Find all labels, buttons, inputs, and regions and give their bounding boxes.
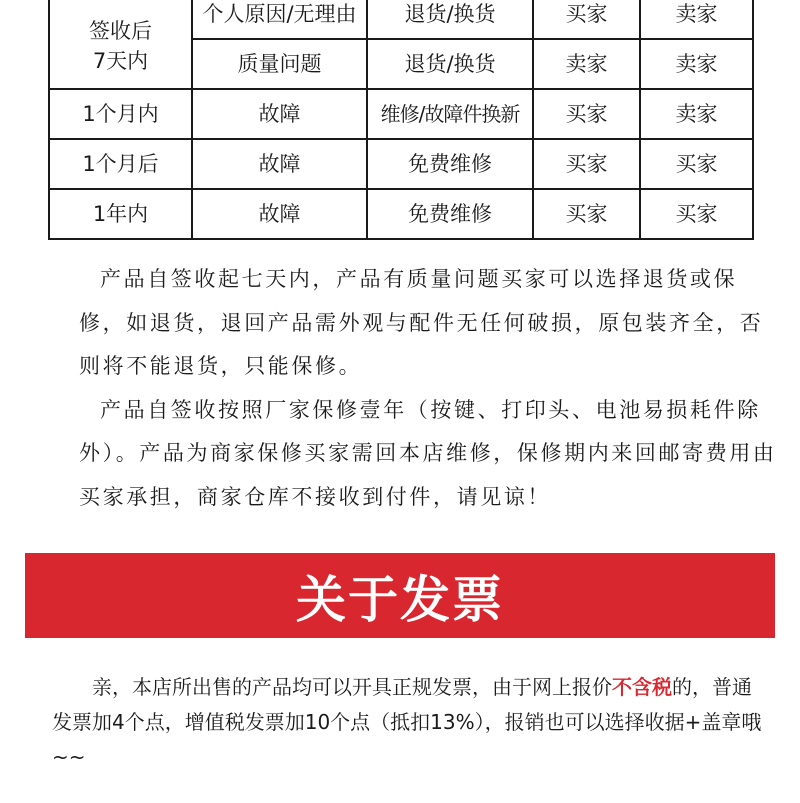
invoice-text	[52, 670, 762, 775]
period-cell: 1个月后	[49, 139, 192, 189]
ship-to-cell: 买家	[533, 189, 640, 239]
tax-excluded-highlight: 不含税	[612, 675, 672, 699]
service-cell: 免费维修	[367, 139, 533, 189]
table-row	[49, 189, 753, 239]
service-cell: 退货/换货	[367, 0, 533, 39]
problem-cell: 故障	[192, 139, 367, 189]
after-sales-table	[48, 0, 754, 240]
ship-to-cell: 买家	[533, 0, 640, 39]
ship-back-cell: 买家	[640, 189, 753, 239]
service-cell: 免费维修	[367, 189, 533, 239]
ship-to-cell: 卖家	[533, 39, 640, 89]
period-cell: 1年内	[49, 189, 192, 239]
banner-title: 关于发票	[296, 570, 504, 629]
problem-cell: 个人原因/无理由	[192, 0, 367, 39]
problem-cell: 故障	[192, 189, 367, 239]
invoice-text-before: 亲，本店所出售的产品均可以开具正规发票，由于网上报价	[92, 675, 612, 699]
policy-paragraph: 产品自签收起七天内，产品有质量问题买家可以选择退货或保修，如退货，退回产品需外观与配件无任何破损，原包装齐全，否则将不能退货，只能保修。	[79, 267, 764, 379]
ship-to-cell: 买家	[533, 139, 640, 189]
ship-back-cell: 卖家	[640, 39, 753, 89]
problem-cell: 故障	[192, 89, 367, 139]
period-cell	[49, 0, 192, 89]
period-text: 签收后 7天内	[89, 19, 152, 73]
return-policy-text	[79, 258, 779, 520]
service-cell: 维修/故障件换新	[367, 89, 533, 139]
ship-back-cell: 买家	[640, 139, 753, 189]
problem-cell: 质量问题	[192, 39, 367, 89]
ship-back-cell: 卖家	[640, 0, 753, 39]
ship-to-cell: 买家	[533, 89, 640, 139]
table-row	[49, 89, 753, 139]
service-cell: 退货/换货	[367, 39, 533, 89]
ship-back-cell: 卖家	[640, 89, 753, 139]
invoice-banner	[25, 553, 775, 638]
invoice-text-after: 的，普通发票加4个点，增值税发票加10个点（抵扣13%），报销也可以选择收据+盖章哦~~	[52, 675, 762, 769]
period-cell: 1个月内	[49, 89, 192, 139]
table-row	[49, 139, 753, 189]
table-row	[49, 0, 753, 39]
policy-paragraph: 产品自签收按照厂家保修壹年（按键、打印头、电池易损耗件除外）。产品为商家保修买家需回本店维修，保修期内来回邮寄费用由买家承担，商家仓库不接收到付件，请见谅！	[79, 397, 777, 509]
